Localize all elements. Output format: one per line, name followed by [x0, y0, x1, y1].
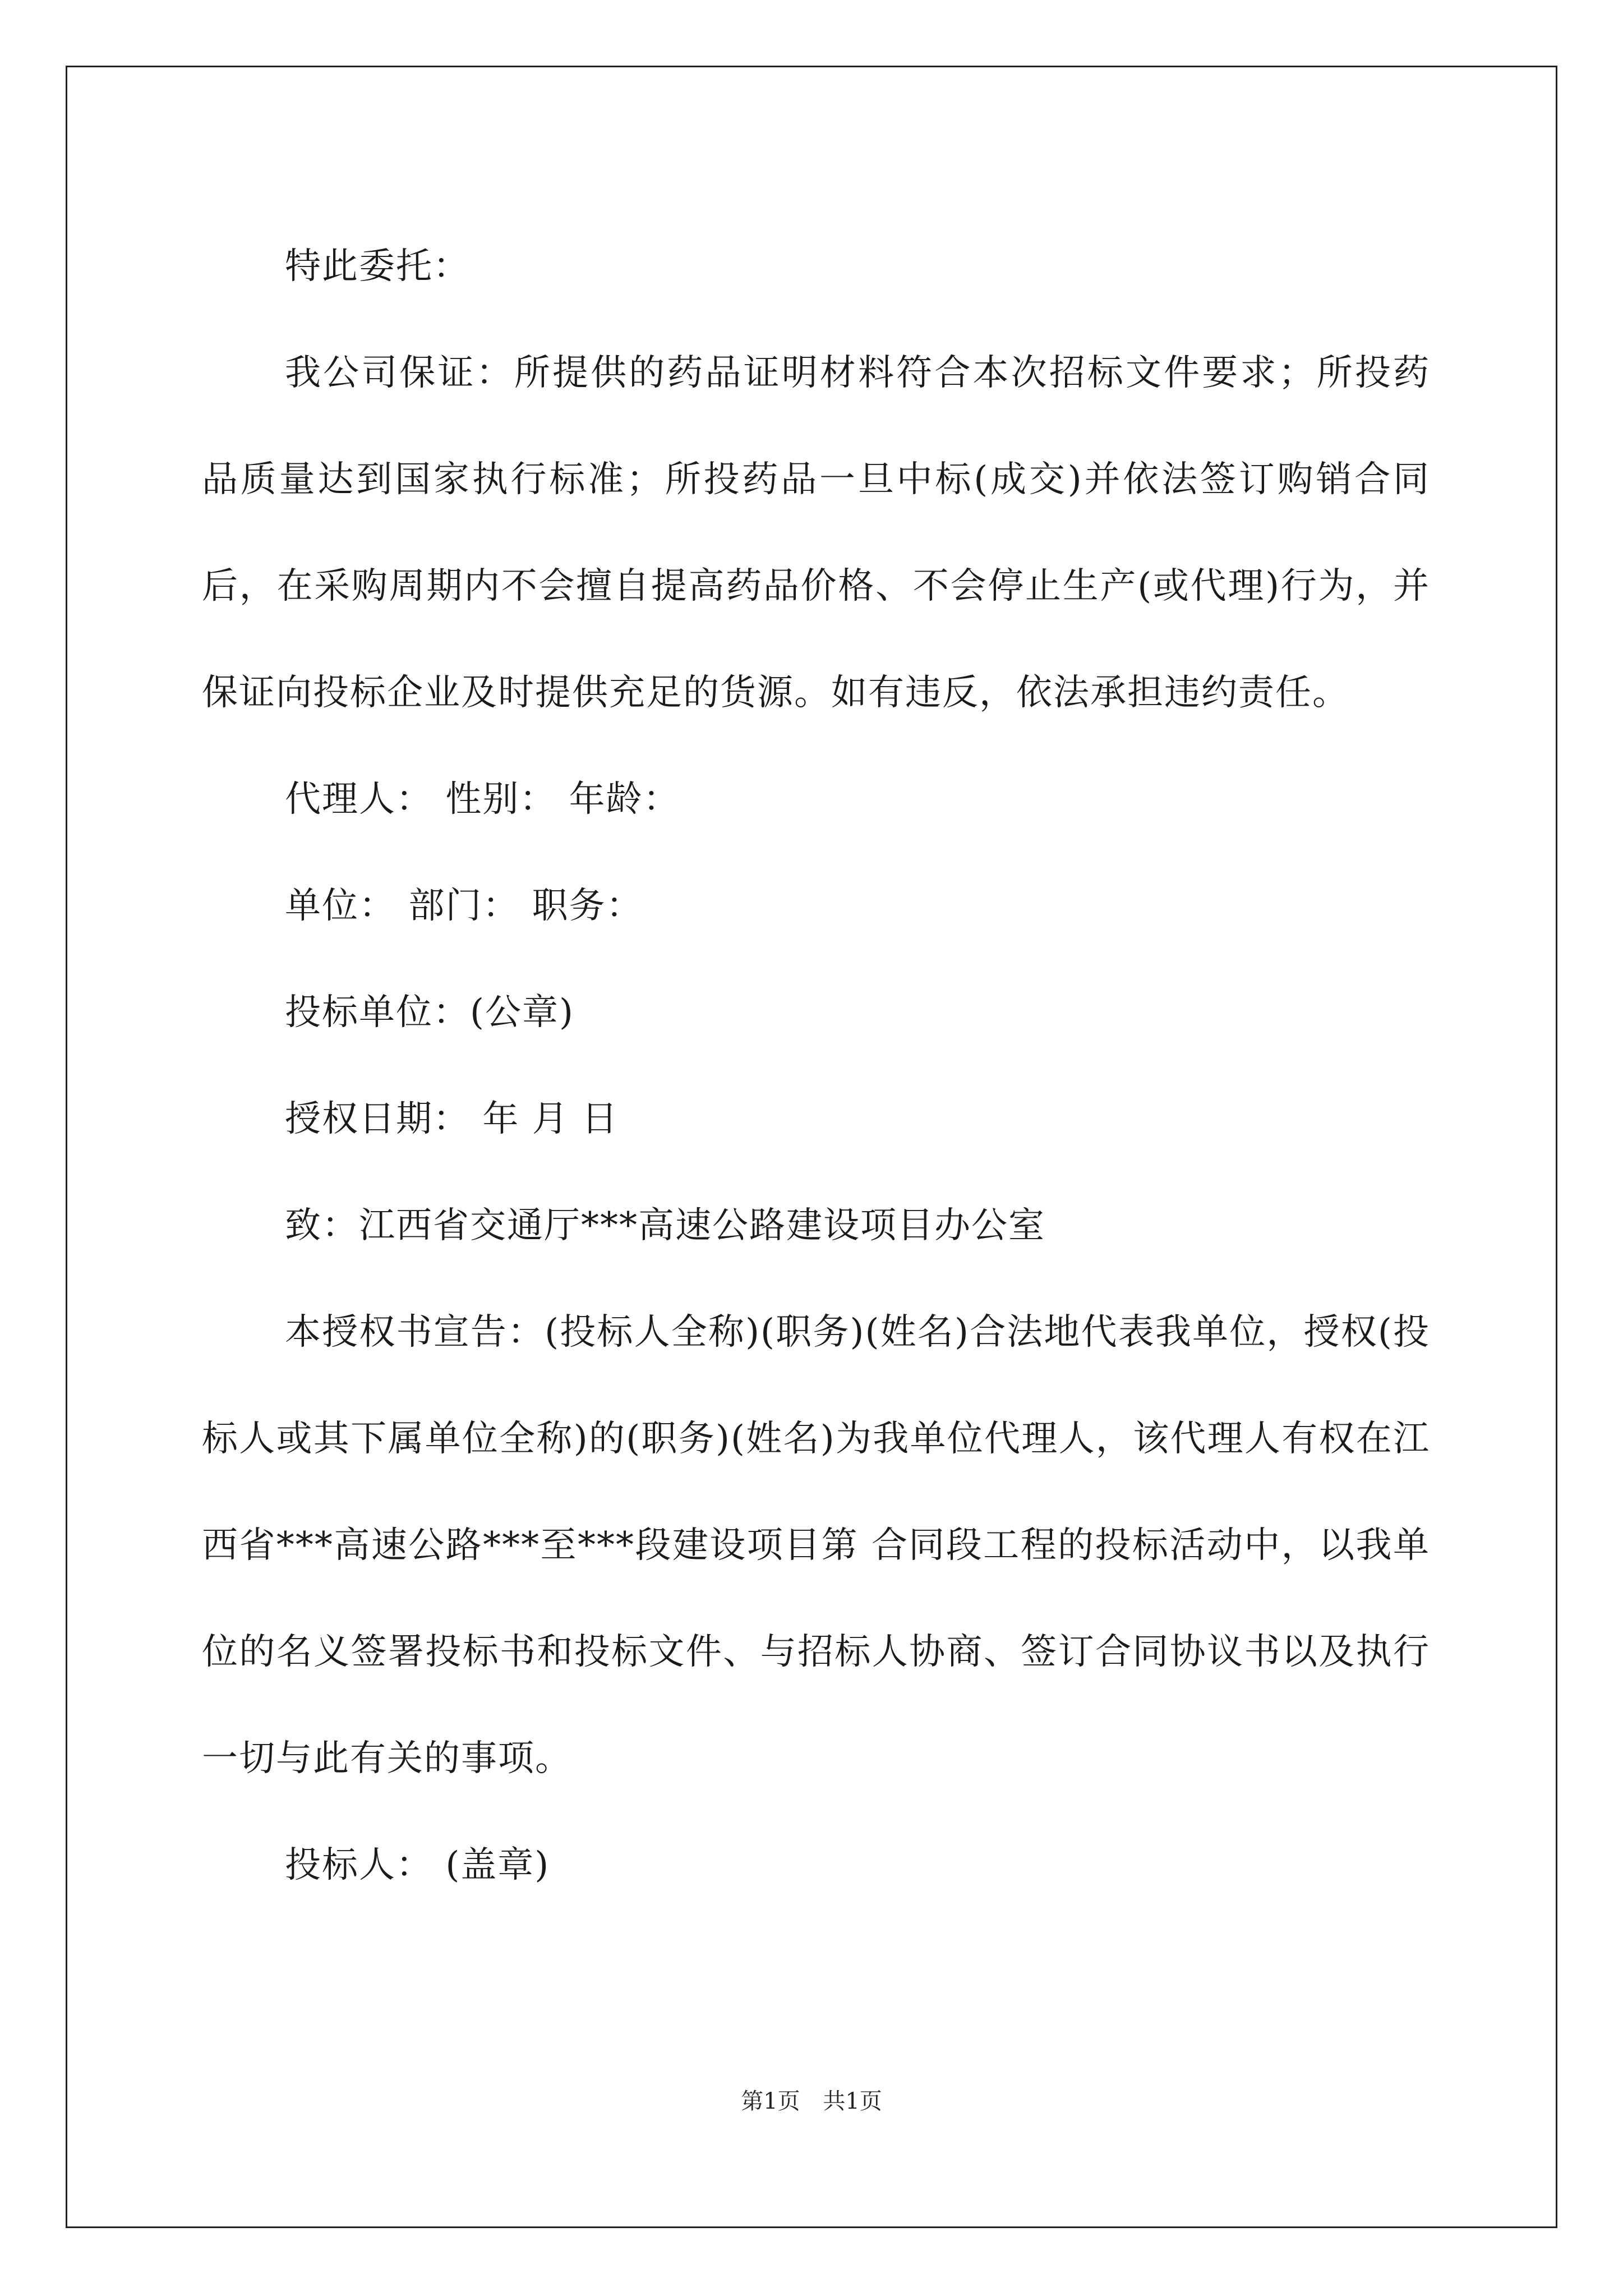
- paragraph-entrust: 特此委托：: [285, 246, 470, 287]
- page-number: 第1页: [741, 2088, 800, 2114]
- paragraph-authorization-date: 授权日期： 年 月 日: [285, 1098, 619, 1140]
- paragraph-unit-info: 单位： 部门： 职务：: [285, 885, 643, 927]
- page-footer: [0, 2085, 1623, 2118]
- paragraph-authorization-statement: 本授权书宣告：(投标人全称)(职务)(姓名)合法地代表我单位，授权(投标人或其下属单位全称)的(职务)(姓名)为我单位代理人，该代理人有权在江西省***高速公路***至***段建设项目第 合同段工程的投标活动中，以我单位的名义签署投标书和投标文件、与招标人协商、签订合同协议书以及执行一切与此有关的事项。: [202, 1312, 1430, 1779]
- document-body: [202, 213, 1430, 1918]
- paragraph-guarantee: 我公司保证：所提供的药品证明材料符合本次招标文件要求；所投药品质量达到国家执行标准；所投药品一旦中标(成交)并依法签订购销合同后，在采购周期内不会擅自提高药品价格、不会停止生产(或代理)行为，并保证向投标企业及时提供充足的货源。如有违反，依法承担违约责任。: [202, 352, 1430, 714]
- paragraph-agent-info: 代理人： 性别： 年龄：: [285, 779, 680, 820]
- paragraph-bidding-unit: 投标单位：(公章): [285, 992, 574, 1033]
- paragraph-bidder-seal: 投标人： (盖章): [285, 1844, 550, 1886]
- page-total: 共1页: [823, 2088, 882, 2114]
- paragraph-recipient: 致：江西省交通厅***高速公路建设项目办公室: [285, 1205, 1045, 1246]
